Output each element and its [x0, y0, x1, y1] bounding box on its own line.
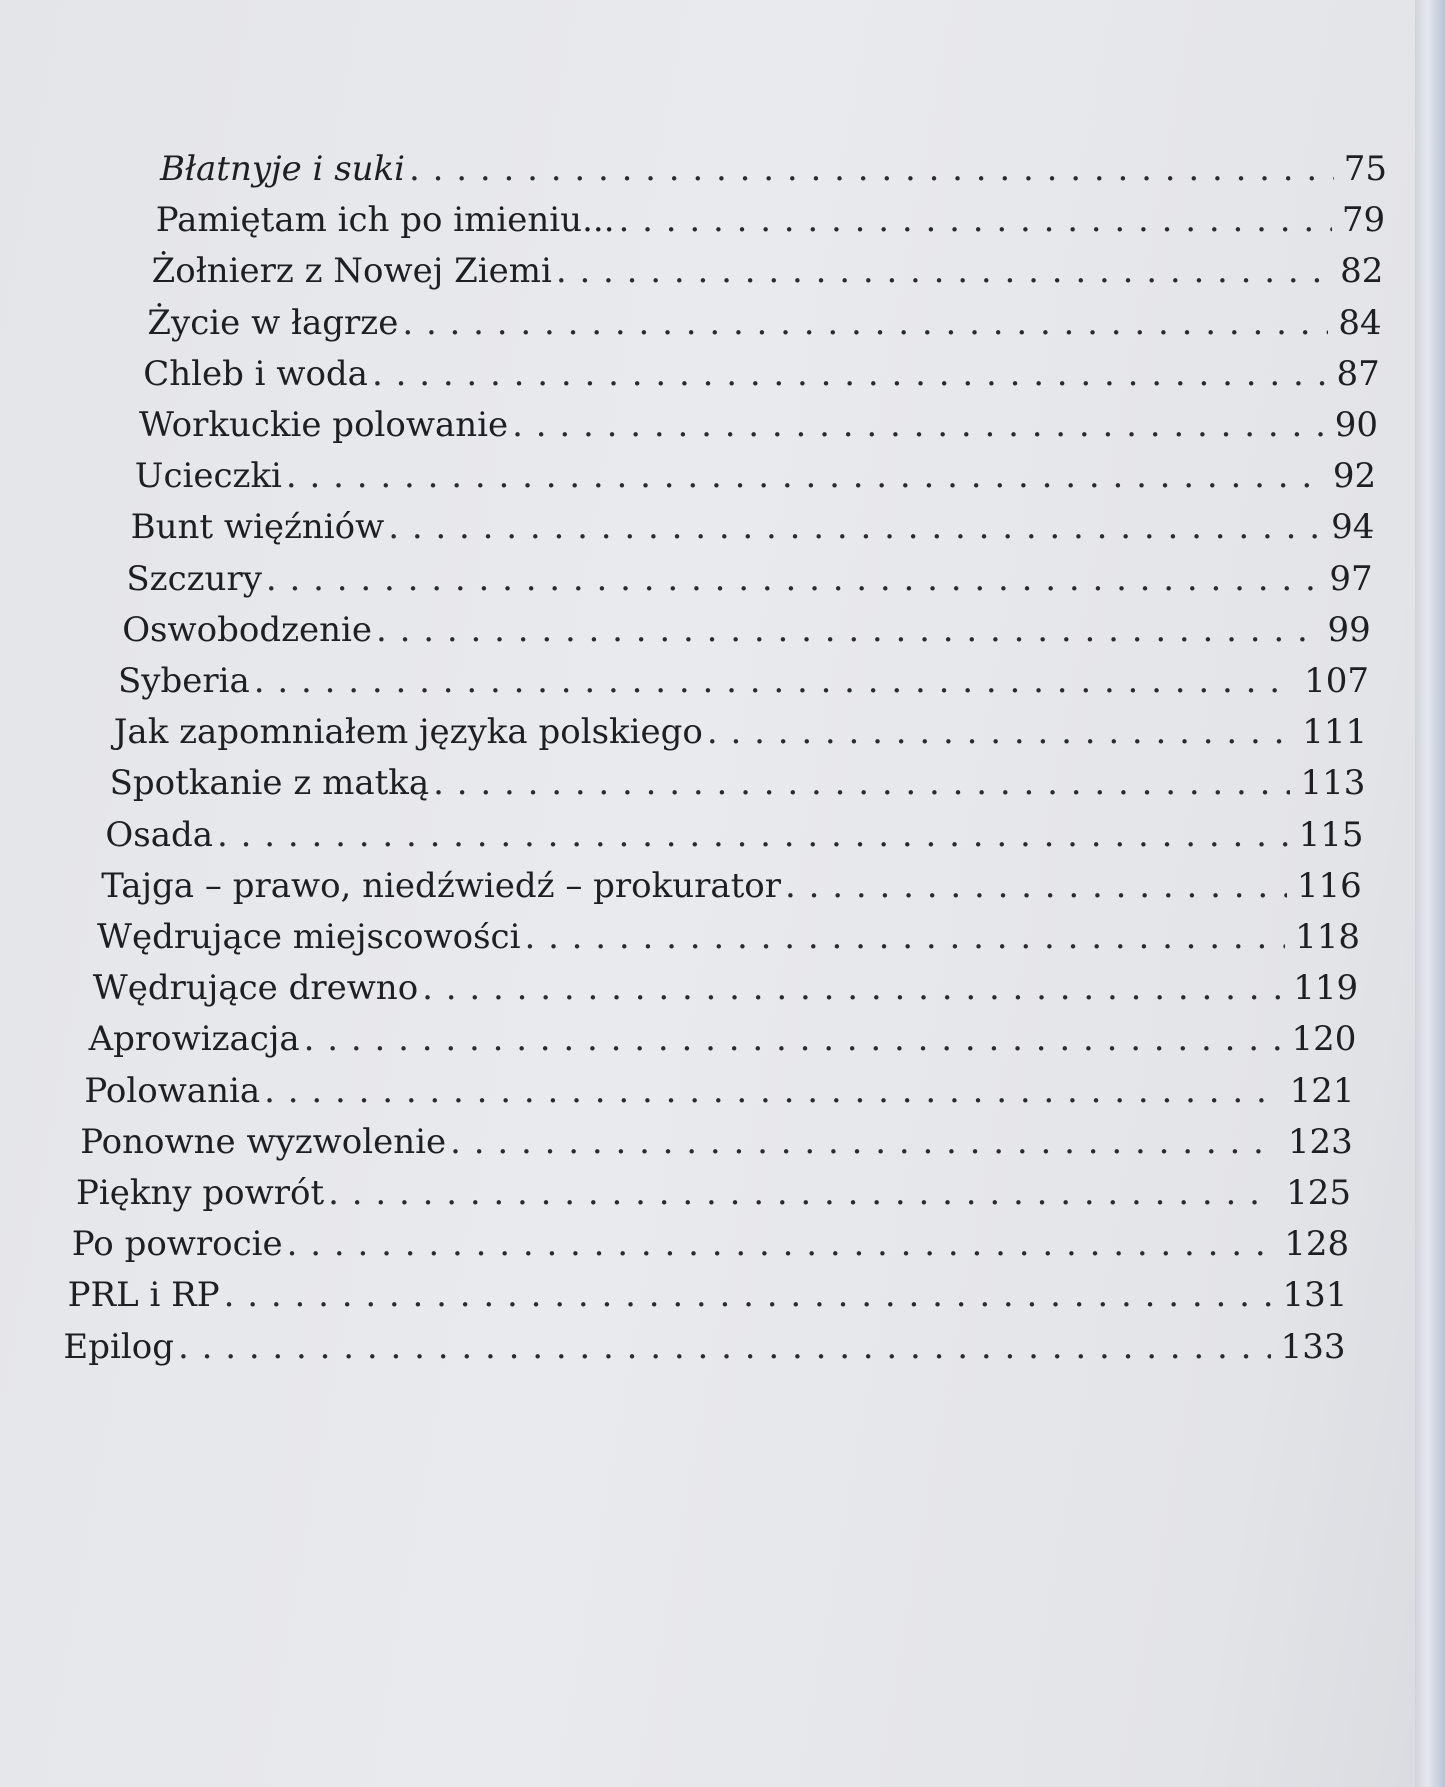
toc-entry-title: Tajga – prawo, niedźwiedź – prokurator [101, 865, 782, 906]
toc-entry-page-number: 118 [1295, 917, 1360, 957]
toc-entry-title: Wędrujące miejscowości [97, 917, 521, 957]
toc-entry-title: Jak zapomniałem języka polskiego [113, 712, 703, 753]
toc-dot-leader [450, 1119, 1278, 1165]
toc-entry [93, 965, 1358, 1011]
toc-entry-page-number: 113 [1300, 763, 1366, 804]
toc-dot-leader [433, 760, 1290, 806]
toc-entry [122, 607, 1371, 653]
toc-dot-leader [217, 812, 1289, 858]
toc-entry-title: Polowania [84, 1070, 261, 1111]
toc-entry [160, 146, 1387, 192]
toc-entry [89, 1016, 1357, 1062]
toc-dot-leader [388, 504, 1321, 550]
toc-entry-page-number: 115 [1298, 814, 1364, 855]
toc-entry-title: Bunt więźniów [130, 507, 385, 548]
toc-entry-page-number: 121 [1289, 1070, 1355, 1111]
toc-dot-leader [524, 914, 1285, 960]
toc-entry-page-number: 125 [1286, 1173, 1351, 1213]
toc-entry-title: Żołnierz z Nowej Ziemi [151, 251, 552, 292]
toc-entry [139, 402, 1378, 448]
toc-entry [110, 760, 1366, 806]
toc-dot-leader [785, 863, 1287, 909]
toc-entry-page-number: 82 [1340, 251, 1384, 292]
toc-entry-title: Ucieczki [134, 456, 282, 497]
toc-dot-leader [304, 1016, 1282, 1062]
toc-dot-leader [266, 556, 1319, 602]
toc-dot-leader [328, 1170, 1276, 1216]
toc-dot-leader [287, 1221, 1275, 1267]
toc-entry-page-number: 99 [1327, 609, 1371, 650]
toc-entry-title: Spotkanie z matką [109, 763, 430, 804]
toc-entry-title: Pamiętam ich po imieniu... [155, 200, 615, 241]
toc-entry-title: Szczury [126, 558, 262, 599]
toc-entry [68, 1272, 1348, 1318]
toc-entry-page-number: 87 [1336, 353, 1380, 394]
toc-entry-page-number: 133 [1280, 1326, 1346, 1367]
toc-entry-title: Życie w łagrze [147, 302, 399, 343]
toc-entry-title: Epilog [63, 1326, 174, 1367]
toc-entry [80, 1119, 1353, 1165]
toc-entry-page-number: 116 [1296, 865, 1362, 906]
toc-entry [135, 453, 1376, 499]
toc-entry-page-number: 120 [1291, 1019, 1357, 1060]
toc-dot-leader [264, 1068, 1280, 1114]
toc-entry [147, 300, 1381, 346]
toc-dot-leader [402, 300, 1328, 346]
toc-dot-leader [619, 197, 1332, 243]
toc-entry [76, 1170, 1351, 1216]
toc-entry-page-number: 84 [1338, 302, 1382, 343]
toc-entry-title: Syberia [118, 661, 250, 701]
toc-dot-leader [372, 351, 1327, 397]
toc-entry [72, 1221, 1349, 1267]
toc-entry-title: Chleb i woda [143, 353, 368, 394]
toc-dot-leader [178, 1324, 1271, 1370]
toc-dot-leader [254, 658, 1294, 704]
toc-entry-title: Piękny powrót [76, 1173, 325, 1213]
toc-entry-page-number: 75 [1343, 149, 1387, 189]
toc-entry [143, 351, 1380, 397]
toc-dot-leader [707, 709, 1292, 755]
toc-entry-title: Ponowne wyzwolenie [80, 1121, 447, 1162]
toc-entry-page-number: 94 [1331, 507, 1375, 548]
toc-entry-title: Osada [105, 814, 214, 855]
toc-entry-title: Workuckie polowanie [139, 405, 509, 445]
toc-entry-page-number: 111 [1302, 712, 1368, 753]
toc-entry [156, 197, 1385, 243]
toc-dot-leader [224, 1272, 1273, 1318]
toc-entry [101, 863, 1362, 909]
toc-entry [126, 556, 1372, 602]
toc-entry-page-number: 123 [1287, 1121, 1353, 1162]
toc-entry-page-number: 107 [1304, 661, 1369, 701]
toc-entry-title: Po powrocie [71, 1224, 283, 1265]
toc-entry [97, 914, 1360, 960]
toc-dot-leader [512, 402, 1325, 448]
toc-entry [84, 1068, 1354, 1114]
toc-dot-leader [422, 965, 1283, 1011]
toc-entry-page-number: 131 [1282, 1275, 1348, 1316]
toc-entry-page-number: 97 [1329, 558, 1373, 599]
toc-entry-title: Wędrujące drewno [92, 968, 419, 1009]
toc-entry-title: Aprowizacja [88, 1019, 300, 1060]
toc-entry-page-number: 128 [1284, 1224, 1350, 1265]
toc-dot-leader [409, 146, 1334, 192]
toc-entry [131, 504, 1375, 550]
toc-dot-leader [556, 248, 1330, 294]
toc-entry-page-number: 92 [1332, 456, 1377, 497]
toc-entry [105, 812, 1363, 858]
toc-entry-page-number: 119 [1293, 968, 1359, 1009]
toc-entry-page-number: 90 [1334, 405, 1378, 445]
toc-dot-leader [286, 453, 1323, 499]
toc-entry-page-number: 79 [1341, 200, 1386, 241]
toc-entry-title: Oswobodzenie [122, 609, 373, 650]
toc-entry [114, 709, 1367, 755]
toc-entry [63, 1324, 1345, 1370]
toc-dot-leader [376, 607, 1318, 653]
toc-entry [118, 658, 1369, 704]
toc-entry-title: Błatnyje i suki [160, 149, 406, 189]
toc-entry-title: PRL i RP [67, 1275, 220, 1316]
toc-entry [152, 248, 1384, 294]
